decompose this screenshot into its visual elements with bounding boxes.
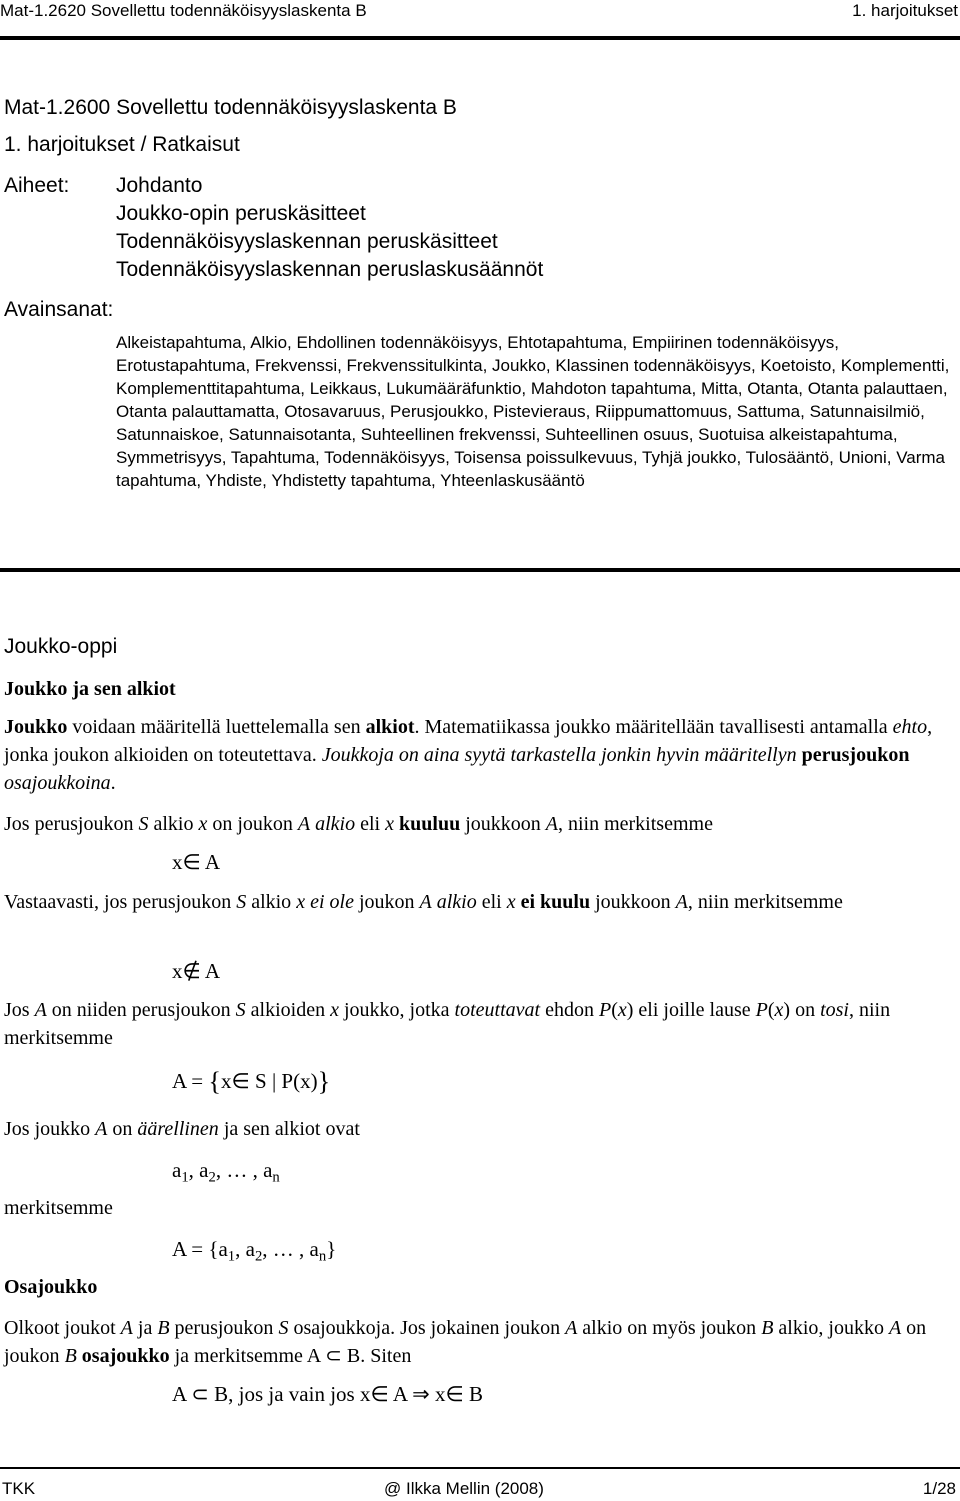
- subsection-title: Osajoukko: [4, 1276, 98, 1298]
- formula-finite-set: $A = \{a_1$, $a_2$, … , $a_n$}: [172, 1237, 337, 1265]
- header-exercise-label: 1. harjoitukset: [852, 1, 958, 20]
- paragraph-set-definition: Joukko voidaan määritellä luettelemalla sen alkiot. Matematiikassa joukko määritellään tavallisesti antamalla ehto, jonka joukon alkioiden on toteutettava. Joukkoja on aina syytä tarkastella jonkin hyvin määritellyn perusjoukon osajoukkoina.: [4, 716, 933, 794]
- page-subtitle: 1. harjoitukset / Ratkaisut: [4, 133, 240, 156]
- section-rule: [0, 568, 960, 572]
- footer-institution: TKK: [2, 1479, 36, 1498]
- paragraph-membership: Jos perusjoukon S alkio x on joukon A alkio eli x kuuluu joukkoon A, niin merkitsemme: [4, 813, 713, 835]
- formula-not-element-of: x∉ A: [172, 959, 221, 983]
- footer-page-number: 1/28: [922, 1479, 956, 1498]
- subsection-title: Joukko ja sen alkiot: [4, 678, 176, 700]
- header-course-title: Mat-1.2620 Sovellettu todennäköisyyslaskenta B: [0, 1, 367, 20]
- keywords-text: Alkeistapahtuma, Alkio, Ehdollinen todennäköisyys, Ehtotapahtuma, Empiirinen todennäköisyys, Erotustapahtuma, Frekvenssi, Frekvenssitulkinta, Joukko, Klassinen todennäköisyys, Koetoisto, Komplementti, Komplementtitapahtuma, Leikkaus, Lukumääräfunktio, Mahdoton tapahtuma, Mitta, Otanta, Otanta palauttaen, Otanta palauttamatta, Otosavaruus, Perusjoukko, Pistevieraus, Riippumattomuus, Sattuma, Satunnaisilmiö, Satunnaiskoe, Satunnaisotanta, Suhteellinen frekvenssi, Suhteellinen osuus, Suotuisa alkeistapahtuma, Symmetrisyys, Tapahtuma, Todennäköisyys, Toisensa poissulkevuus, Tyhjä joukko, Tulosääntö, Unioni, Varma tapahtuma, Yhdiste, Yhdistetty tapahtuma, Yhteenlaskusääntö: [116, 333, 950, 490]
- course-title: Mat-1.2600 Sovellettu todennäköisyyslaskenta B: [4, 96, 457, 119]
- topic-item: Todennäköisyyslaskennan peruslaskusäännöt: [116, 258, 544, 281]
- paragraph-notation: merkitsemme: [4, 1197, 113, 1219]
- formula-subset-definition: A ⊂ B, jos ja vain jos x∈ A ⇒ x∈ B: [172, 1382, 484, 1406]
- header-rule: [0, 36, 960, 40]
- paragraph-finite-set: Jos joukko A on äärellinen ja sen alkiot ovat: [4, 1118, 360, 1140]
- formula-element-list: $a_1$, $a_2$, … , $a_n$: [172, 1158, 280, 1186]
- topics-label: Aiheet:: [4, 174, 70, 197]
- formula-element-of: x∈ A: [172, 850, 221, 874]
- paragraph-non-membership: Vastaavasti, jos perusjoukon S alkio x ei ole joukon A alkio eli x ei kuulu joukkoon A, niin merkitsemme: [4, 891, 843, 913]
- topics-list: [116, 172, 543, 284]
- topic-item: Johdanto: [116, 174, 203, 197]
- topic-item: Joukko-opin peruskäsitteet: [116, 202, 366, 225]
- section-title: Joukko-oppi: [4, 635, 118, 658]
- paragraph-set-builder: Jos A on niiden perusjoukon S alkioiden x joukko, jotka toteuttavat ehdon P(x) eli joille lause P(x) on tosi, niin merkitsemme: [4, 999, 891, 1049]
- footer-author: @ Ilkka Mellin (2008): [384, 1479, 544, 1498]
- formula-set-builder: A = {x∈ S | P(x)}: [172, 1067, 331, 1097]
- topic-item: Todennäköisyyslaskennan peruskäsitteet: [116, 230, 498, 253]
- keywords-label: Avainsanat:: [4, 298, 114, 321]
- paragraph-subset: Olkoot joukot A ja B perusjoukon S osajoukkoja. Jos jokainen joukon A alkio on myös joukon B alkio, joukko A on joukon B osajoukko ja merkitsemme A ⊂ B. Siten: [4, 1317, 927, 1367]
- footer-rule: [0, 1467, 960, 1469]
